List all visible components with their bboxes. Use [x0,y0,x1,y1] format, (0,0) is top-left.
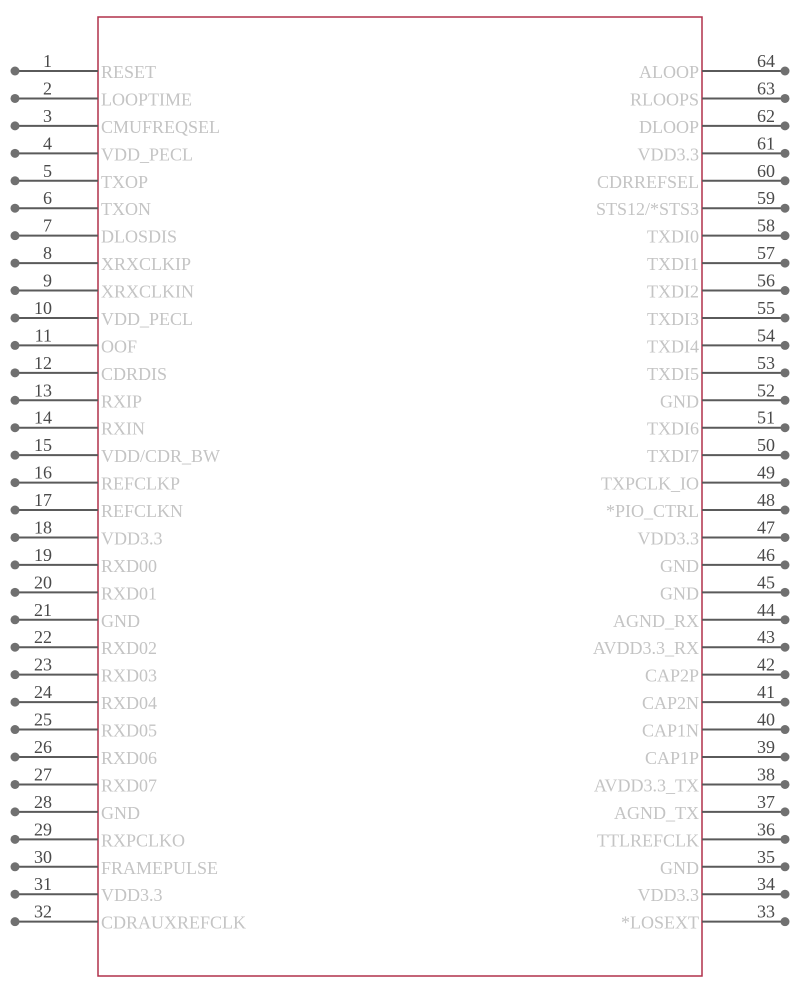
pin-number: 47 [757,517,775,538]
pin-number: 54 [757,325,775,346]
pin-endpoint [11,259,20,268]
pin-number: 6 [43,188,52,209]
pin-number: 46 [757,544,775,565]
pin-endpoint [11,451,20,460]
pin-name: DLOOP [638,116,699,137]
pin-number: 27 [34,764,52,785]
pin-name: RXD02 [101,638,158,659]
pin-endpoint [11,560,20,569]
pin-endpoint [11,890,20,899]
pin-name: RXD01 [101,583,158,604]
pin [11,902,247,933]
pin-name: CAP1N [641,720,699,741]
pin [11,737,158,768]
pin-name: VDD3.3 [101,528,163,549]
pin-endpoint [781,615,790,624]
pin-number: 48 [757,490,775,511]
pin-number: 4 [43,133,52,154]
pin-endpoint [781,67,790,76]
pin-name: AGND_TX [614,802,699,823]
pin-name: REFCLKN [101,501,184,522]
pin-number: 23 [34,654,52,675]
pin-number: 1 [43,51,52,71]
right-pin-group [593,51,790,933]
pin [660,545,790,576]
pin [11,78,193,109]
pin-name: XRXCLKIN [101,281,194,302]
pin-number: 26 [34,737,52,757]
pin [642,682,790,713]
pin-name: TXDI6 [647,418,699,439]
pin-number: 24 [34,682,52,703]
pin-number: 16 [34,462,52,483]
pin-endpoint [781,698,790,707]
pin-number: 51 [757,407,775,428]
pin-endpoint [11,615,20,624]
pin-name: AGND_RX [612,610,699,631]
pin-endpoint [781,506,790,515]
pin-name: TXOP [101,171,149,192]
pin-number: 50 [757,435,775,456]
pin-number: 36 [757,819,775,840]
pin [11,847,219,878]
pin-number: 62 [757,105,775,126]
pin-endpoint [781,917,790,926]
pin-name: XRXCLKIP [101,254,192,275]
pin-endpoint [781,341,790,350]
pin-endpoint [781,588,790,597]
pin [647,435,790,466]
pin-number: 44 [757,599,775,620]
pin [601,463,790,494]
pin [11,408,146,439]
pin-endpoint [781,478,790,487]
pin [594,764,790,795]
pin-name: RESET [101,62,157,82]
pin-name: *LOSEXT [621,912,699,933]
pin-name: STS12/*STS3 [595,199,699,220]
pin-endpoint [781,423,790,432]
pin-endpoint [781,835,790,844]
pin-name: RXPCLKO [101,830,186,851]
pin-endpoint [781,286,790,295]
pin [11,243,192,274]
pin-endpoint [781,149,790,158]
pin [639,106,790,137]
pin-number: 32 [34,901,52,922]
pin [647,353,790,384]
pin-number: 37 [757,791,775,812]
pin [11,325,138,356]
pin-name: TXDI0 [647,226,699,247]
pin [660,572,790,603]
pin-number: 40 [757,709,775,730]
pin-endpoint [781,451,790,460]
pin-name: GND [660,583,699,604]
pin-endpoint [11,231,20,240]
pin-name: AVDD3.3_TX [593,775,699,796]
pin-endpoint [781,259,790,268]
pin [11,545,158,576]
pin [11,380,143,411]
pin-endpoint [11,204,20,213]
pin-number: 59 [757,188,775,209]
pin-name: TXDI2 [647,281,699,302]
pin [647,298,790,329]
pin-number: 42 [757,654,775,675]
pin [11,435,221,466]
pin-number: 11 [34,325,52,346]
pin [11,764,158,795]
pin-number: 22 [34,627,52,648]
pin-endpoint [11,753,20,762]
pin-number: 45 [757,572,775,593]
pin [647,271,790,302]
pin-endpoint [781,807,790,816]
pin-name: RXD06 [101,748,158,768]
pin-endpoint [781,204,790,213]
pin-number: 52 [757,380,775,401]
pin-endpoint [781,231,790,240]
pin-name: RLOOPS [629,89,699,110]
pin [638,874,790,905]
pin [11,710,158,741]
pin [593,627,790,658]
pin-endpoint [781,862,790,871]
pin-name: CAP2N [641,693,699,714]
pin-name: CDRAUXREFCLK [101,912,247,933]
pin [647,325,790,356]
pin [11,792,141,823]
pin [11,517,163,548]
pin-name: CAP2P [644,665,699,686]
pin-name: OOF [101,336,138,357]
pin-number: 25 [34,709,52,730]
pin [647,408,790,439]
pin-number: 53 [757,352,775,373]
pin-name: RXD07 [101,775,158,796]
pin-endpoint [11,423,20,432]
pin-name: GND [660,555,699,576]
pin [647,243,790,274]
pin [11,133,194,164]
pin-endpoint [781,643,790,652]
pin-number: 41 [757,682,775,703]
pin-number: 56 [757,270,775,291]
pin [11,188,152,219]
pin-number: 9 [43,270,52,291]
pin-name: CMUFREQSEL [101,116,221,137]
pin [11,600,141,631]
pin-endpoint [11,341,20,350]
pin-endpoint [11,725,20,734]
pin [11,572,158,603]
pin-number: 5 [43,160,52,181]
pin [11,298,194,329]
pin-name: TXDI1 [647,254,699,275]
pin-name: VDD_PECL [101,308,194,329]
pin-endpoint [11,176,20,185]
pin-name: VDD/CDR_BW [101,446,221,467]
pin [11,490,184,521]
pin-name: TXDI4 [647,336,699,357]
pin-number: 3 [43,105,52,126]
pin-name: RXIN [101,418,145,439]
pin [11,106,221,137]
pin-endpoint [781,890,790,899]
pin-endpoint [11,917,20,926]
pin-name: TTLREFCLK [597,830,699,851]
pin-name: TXDI5 [647,363,699,384]
pin-number: 28 [34,791,52,812]
pin-number: 61 [757,133,775,154]
pin [11,463,181,494]
pin-number: 30 [34,846,52,867]
pin-name: TXDI7 [647,446,699,467]
pin-endpoint [11,286,20,295]
pin-number: 55 [757,297,775,318]
pin-number: 49 [757,462,775,483]
pin [596,188,790,219]
pin-number: 58 [757,215,775,236]
pin-name: VDD3.3 [637,885,699,906]
pin-name: TXDI3 [647,308,699,329]
pin-name: VDD3.3 [637,528,699,549]
pin-number: 34 [757,874,775,895]
pin-endpoint [11,121,20,130]
pin-number: 13 [34,380,52,401]
pin-number: 18 [34,517,52,538]
pin-name: AVDD3.3_RX [592,638,699,659]
pin [11,271,195,302]
pin-endpoint [781,753,790,762]
pin-number: 20 [34,572,52,593]
pin [639,51,790,82]
pin-name: DLOSDIS [101,226,178,247]
pin-name: CDRDIS [101,363,168,384]
pin-endpoint [11,506,20,515]
pin-endpoint [781,313,790,322]
pin-number: 63 [757,78,775,99]
pin-number: 57 [757,243,775,264]
pin-name: TXPCLK_IO [601,473,699,494]
pin-number: 35 [757,846,775,867]
pin-number: 10 [34,297,52,318]
pin-name: RXD00 [101,555,158,576]
pin-endpoint [781,176,790,185]
pin-name: FRAMEPULSE [101,857,219,878]
pin-endpoint [781,368,790,377]
pin-number: 33 [757,901,775,922]
pin-number: 19 [34,544,52,565]
pin-number: 39 [757,737,775,757]
pin-name: RXD05 [101,720,158,741]
pin-endpoint [11,533,20,542]
pin [645,655,790,686]
pin-number: 21 [34,599,52,620]
pin-endpoint [11,862,20,871]
pin-name: CAP1P [644,748,699,768]
pin-endpoint [781,780,790,789]
pin-number: 14 [34,407,52,428]
pin-number: 12 [34,352,52,373]
pin-number: 15 [34,435,52,456]
pin-endpoint [781,560,790,569]
pin-name: RXD03 [101,665,158,686]
pin [11,51,157,82]
pin [11,353,168,384]
pin-name: ALOOP [638,62,699,82]
pin-endpoint [781,94,790,103]
pin-name: GND [660,857,699,878]
pin-number: 38 [757,764,775,785]
pin-endpoint [781,670,790,679]
pin [645,737,790,768]
pin [11,161,149,192]
pin-name: GND [101,610,140,631]
pin [11,874,163,905]
pin-endpoint [11,670,20,679]
pin [613,600,790,631]
pin [11,216,178,247]
pin-number: 7 [43,215,52,236]
pin-endpoint [11,807,20,816]
pin [638,133,790,164]
pin-name: VDD_PECL [101,144,194,165]
pin-endpoint [11,588,20,597]
pin [630,78,790,109]
pin-number: 31 [34,874,52,895]
pin [638,517,790,548]
left-pin-group [11,51,247,933]
pin-endpoint [11,94,20,103]
pin [11,655,158,686]
pin-endpoint [11,67,20,76]
pin [660,847,790,878]
pin-number: 8 [43,243,52,264]
pin-endpoint [781,533,790,542]
pin-endpoint [11,478,20,487]
pin-name: RXIP [101,391,143,412]
pin-name: GND [101,802,140,823]
pin [597,819,790,850]
pin-number: 29 [34,819,52,840]
pin [660,380,790,411]
pin-name: LOOPTIME [101,89,192,110]
pin [647,216,790,247]
pin-endpoint [11,780,20,789]
pin-name: VDD3.3 [637,144,699,165]
pin-name: REFCLKP [101,473,181,494]
pin-number: 60 [757,160,775,181]
pin-name: VDD3.3 [101,885,163,906]
pin-name: RXD04 [101,693,158,714]
pin-endpoint [11,396,20,405]
pin [11,682,158,713]
pin-endpoint [11,643,20,652]
pin-endpoint [11,313,20,322]
pin-number: 2 [43,78,52,99]
pin [606,490,790,521]
pin-name: TXON [101,199,151,220]
pin-name: *PIO_CTRL [605,501,699,522]
pin-endpoint [11,698,20,707]
pin-endpoint [781,396,790,405]
pin-endpoint [11,368,20,377]
pin-endpoint [11,835,20,844]
pin [642,710,790,741]
pin-name: GND [660,391,699,412]
pin [621,902,790,933]
pin-endpoint [11,149,20,158]
pin-name: CDRREFSEL [596,171,699,192]
pin-number: 43 [757,627,775,648]
pin-endpoint [781,121,790,130]
pin-number: 64 [757,51,775,71]
pin-number: 17 [34,490,52,511]
pin-endpoint [781,725,790,734]
pin [11,627,158,658]
pin [597,161,790,192]
